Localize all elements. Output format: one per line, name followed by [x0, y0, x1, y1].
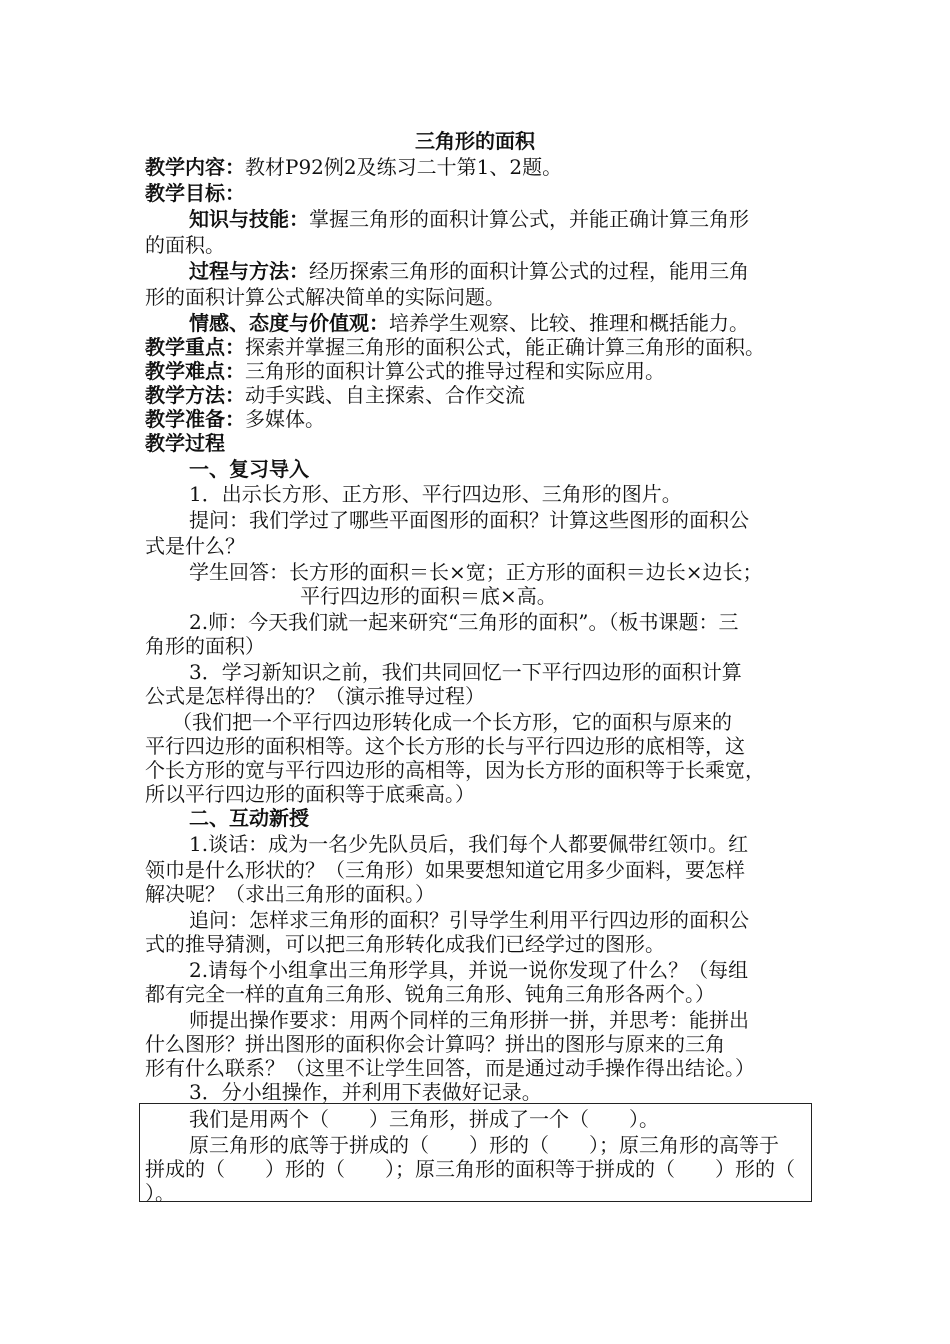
emotion-attitude-line: [189, 310, 749, 336]
paragraph-line: 公式是怎样得出的？（演示推导过程）: [145, 684, 485, 708]
paragraph-line: 都有完全一样的直角三角形、锐角三角形、钝角三角形各两个。）: [145, 982, 715, 1006]
method-label: 教学方法：: [145, 383, 245, 407]
knowledge-skill-text: 掌握三角形的面积计算公式，并能正确计算三角形: [309, 207, 749, 231]
emotion-attitude-label: 情感、态度与价值观：: [189, 311, 389, 335]
method-line: [145, 382, 525, 408]
record-line: ）。: [145, 1181, 175, 1205]
page-title: 三角形的面积: [415, 129, 535, 153]
paragraph-line: 2.师：今天我们就一起来研究“三角形的面积”。（板书课题：三: [189, 610, 739, 634]
paragraph-line: 学生回答：长方形的面积＝长×宽；正方形的面积＝边长×边长；: [189, 560, 763, 584]
knowledge-skill-cont: 的面积。: [145, 233, 225, 257]
difficulty-label: 教学难点：: [145, 359, 245, 383]
record-line: 我们是用两个（ ）三角形，拼成了一个（ ）。: [189, 1107, 659, 1131]
paragraph-line: 3．分小组操作，并利用下表做好记录。: [189, 1080, 542, 1104]
paragraph-line: 1．出示长方形、正方形、平行四边形、三角形的图片。: [189, 482, 682, 506]
process-method-text: 经历探索三角形的面积计算公式的过程，能用三角: [309, 259, 749, 283]
paragraph-line: 式是什么？: [145, 534, 245, 558]
preparation-label: 教学准备：: [145, 407, 245, 431]
teaching-objectives-label: 教学目标：: [145, 181, 245, 205]
paragraph-line: 领巾是什么形状的？（三角形）如果要想知道它用多少面料，要怎样: [145, 858, 745, 882]
section-interactive-heading: 二、互动新授: [189, 806, 309, 830]
preparation-line: [145, 406, 325, 432]
knowledge-skill-line: [189, 206, 749, 232]
paragraph-line: 平行四边形的面积相等。这个长方形的长与平行四边形的底相等，这: [145, 734, 745, 758]
paragraph-line: （我们把一个平行四边形转化成一个长方形，它的面积与原来的: [172, 710, 732, 734]
paragraph-line: 角形的面积）: [145, 634, 265, 658]
paragraph-line: 追问：怎样求三角形的面积？引导学生利用平行四边形的面积公: [189, 908, 749, 932]
key-point-label: 教学重点：: [145, 335, 245, 359]
paragraph-line: 所以平行四边形的面积等于底乘高。）: [145, 782, 475, 806]
teaching-process-heading: 教学过程: [145, 431, 225, 455]
paragraph-line: 个长方形的宽与平行四边形的高相等，因为长方形的面积等于长乘宽，: [145, 758, 765, 782]
process-method-cont: 形的面积计算公式解决简单的实际问题。: [145, 285, 505, 309]
key-point-text: 探索并掌握三角形的面积公式，能正确计算三角形的面积。: [245, 335, 765, 359]
paragraph-line: 什么图形？拼出图形的面积你会计算吗？拼出的图形与原来的三角: [145, 1032, 725, 1056]
paragraph-line: 2.请每个小组拿出三角形学具，并说一说你发现了什么？（每组: [189, 958, 749, 982]
teaching-content-line: [145, 154, 562, 180]
teaching-content-label: 教学内容：: [145, 155, 245, 179]
process-method-line: [189, 258, 749, 284]
paragraph-line: 解决呢？（求出三角形的面积。）: [145, 882, 435, 906]
paragraph-line: 3．学习新知识之前，我们共同回忆一下平行四边形的面积计算: [189, 660, 742, 684]
emotion-attitude-text: 培养学生观察、比较、推理和概括能力。: [389, 311, 749, 335]
record-line: 原三角形的底等于拼成的（ ）形的（ ）；原三角形的高等于: [189, 1133, 779, 1157]
paragraph-line: 1.谈话：成为一名少先队员后，我们每个人都要佩带红领巾。红: [189, 832, 749, 856]
paragraph-line: 式的推导猜测，可以把三角形转化成我们已经学过的图形。: [145, 932, 665, 956]
paragraph-line: 提问：我们学过了哪些平面图形的面积？计算这些图形的面积公: [189, 508, 749, 532]
difficulty-text: 三角形的面积计算公式的推导过程和实际应用。: [245, 359, 665, 383]
paragraph-line: 师提出操作要求：用两个同样的三角形拼一拼，并思考：能拼出: [189, 1008, 749, 1032]
difficulty-line: [145, 358, 665, 384]
paragraph-line: 平行四边形的面积＝底×高。: [300, 584, 557, 608]
teaching-content-text: 教材P92例2及练习二十第1、2题。: [245, 155, 563, 179]
section-review-heading: 一、复习导入: [189, 457, 309, 481]
method-text: 动手实践、自主探索、合作交流: [245, 383, 525, 407]
preparation-text: 多媒体。: [245, 407, 325, 431]
key-point-line: [145, 334, 765, 360]
process-method-label: 过程与方法：: [189, 259, 309, 283]
teaching-objectives-heading: [145, 180, 245, 206]
paragraph-line: 形有什么联系？（这里不让学生回答，而是通过动手操作得出结论。）: [145, 1056, 755, 1080]
record-line: 拼成的（ ）形的（ ）；原三角形的面积等于拼成的（ ）形的（: [145, 1157, 795, 1181]
knowledge-skill-label: 知识与技能：: [189, 207, 309, 231]
